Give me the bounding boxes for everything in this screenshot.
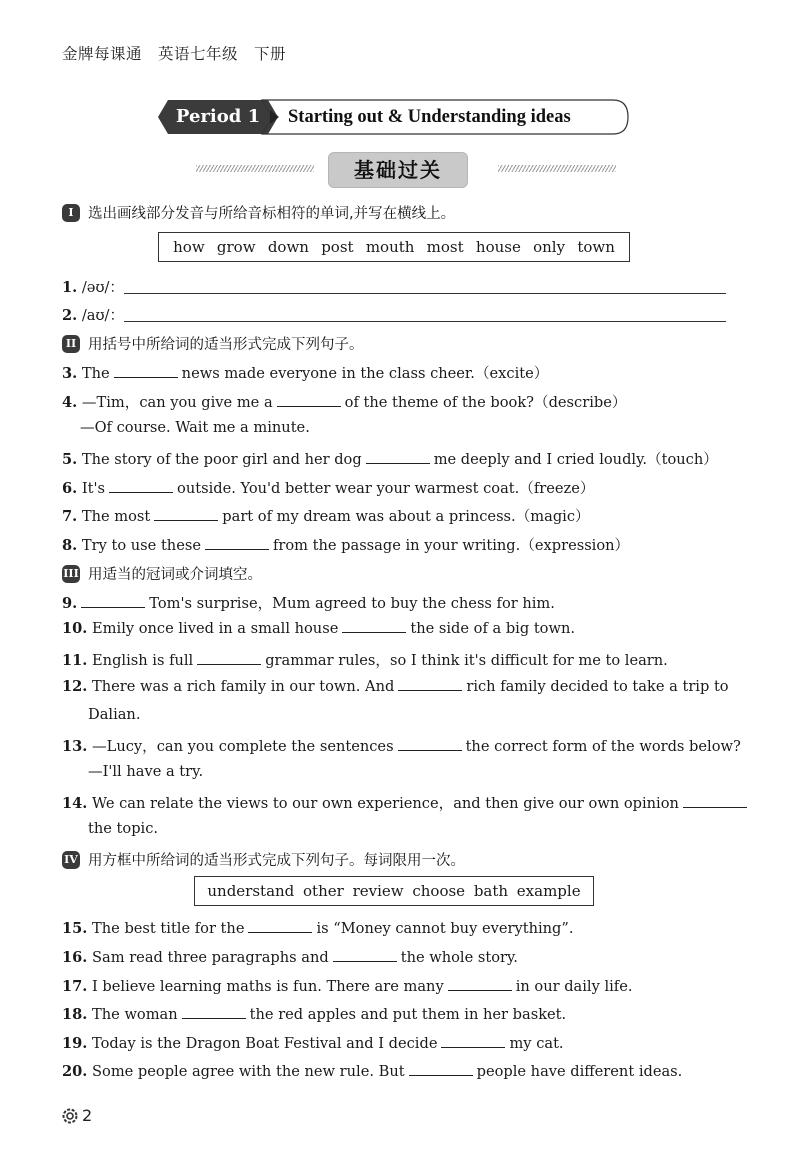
question-text: We can relate the views to our own experience，and then give our own opinion (92, 795, 679, 812)
question-number: 6. (62, 480, 78, 497)
question-text: news made everyone in the class cheer.（excite） (181, 365, 549, 382)
word-how: how (173, 238, 205, 256)
hatch-decoration-left (196, 165, 314, 172)
question-14-continued: the topic. (88, 820, 159, 837)
question-text: me deeply and I cried loudly.（touch） (433, 451, 718, 468)
question-11 (62, 649, 668, 670)
part4-word-box (194, 876, 594, 906)
answer-blank[interactable] (366, 451, 430, 464)
section-title: 基础过关 (328, 152, 468, 188)
question-text: the side of a big town. (410, 620, 575, 637)
period-label: Period 1 (175, 106, 261, 127)
page-number (62, 1106, 92, 1125)
question-number: 14. (62, 795, 88, 812)
word-town: town (577, 238, 615, 256)
word-example: example (516, 882, 581, 900)
word-most: most (426, 238, 464, 256)
question-12-continued: Dalian. (88, 706, 141, 723)
question-number: 8. (62, 537, 78, 554)
question-text: Sam read three paragraphs and (92, 949, 329, 966)
part4-header (62, 849, 465, 870)
question-10 (62, 620, 575, 637)
question-text: my cat. (509, 1035, 564, 1052)
word-review: review (352, 882, 404, 900)
answer-blank[interactable] (81, 595, 145, 608)
book-header-title: 金牌每课通 英语七年级 下册 (62, 45, 287, 63)
question-20 (62, 1063, 682, 1080)
answer-blank[interactable] (277, 394, 341, 407)
question-text: part of my dream was about a princess.（magic） (222, 508, 590, 525)
question-text: Some people agree with the new rule. But (92, 1063, 405, 1080)
question-number: 19. (62, 1035, 88, 1052)
question-18 (62, 1006, 566, 1023)
part1-number-badge: I (62, 204, 80, 222)
question-text: —Lucy，can you complete the sentences (92, 738, 394, 755)
answer-blank[interactable] (683, 795, 747, 808)
question-text: Emily once lived in a small house (92, 620, 339, 637)
question-number: 15. (62, 920, 88, 937)
question-5 (62, 448, 718, 469)
question-2 (62, 304, 124, 325)
answer-blank[interactable] (114, 365, 178, 378)
answer-blank[interactable] (333, 949, 397, 962)
answer-blank[interactable] (342, 620, 406, 633)
word-other: other (303, 882, 344, 900)
answer-line-1[interactable] (124, 293, 726, 294)
word-down: down (267, 238, 309, 256)
part2-number-badge: II (62, 335, 80, 353)
question-number: 18. (62, 1006, 88, 1023)
section-banner (196, 150, 616, 188)
answer-blank[interactable] (448, 978, 512, 991)
question-number: 10. (62, 620, 88, 637)
question-text: English is full (92, 652, 194, 669)
question-text: I believe learning maths is fun. There are many (92, 978, 444, 995)
question-number: 16. (62, 949, 88, 966)
word-bath: bath (473, 882, 509, 900)
question-17 (62, 978, 632, 995)
question-text: The most (81, 508, 151, 525)
question-text: rich family decided to take a trip to (466, 678, 729, 695)
question-text: the correct form of the words below? (465, 738, 741, 755)
question-text: Tom's surprise，Mum agreed to buy the chess for him. (149, 595, 555, 612)
question-text: of the theme of the book?（describe） (344, 394, 627, 411)
word-post: post (321, 238, 354, 256)
question-text: The story of the poor girl and her dog (81, 451, 362, 468)
answer-blank[interactable] (109, 480, 173, 493)
answer-blank[interactable] (154, 508, 218, 521)
word-grow: grow (216, 238, 256, 256)
question-4 (62, 391, 626, 412)
question-12 (62, 678, 729, 695)
question-text: the red apples and put them in her basket. (249, 1006, 567, 1023)
question-text: —Tim，can you give me a (81, 394, 273, 411)
part4-instruction: 用方框中所给词的适当形式完成下列句子。每词限用一次。 (88, 853, 465, 869)
answer-blank[interactable] (409, 1063, 473, 1076)
part2-header (62, 333, 364, 354)
question-text: Today is the Dragon Boat Festival and I decide (92, 1035, 438, 1052)
question-4-reply: —Of course. Wait me a minute. (80, 419, 310, 436)
question-number: 5. (62, 451, 78, 468)
part3-header (62, 563, 262, 584)
question-3 (62, 362, 548, 383)
question-text: The best title for the (92, 920, 245, 937)
question-19 (62, 1035, 564, 1052)
question-text: The woman (92, 1006, 178, 1023)
word-house: house (475, 238, 521, 256)
answer-blank[interactable] (248, 920, 312, 933)
question-2-number: 2. (62, 307, 78, 324)
question-13-reply: —I'll have a try. (88, 763, 204, 780)
answer-blank[interactable] (205, 537, 269, 550)
question-number: 7. (62, 508, 78, 525)
question-text: There was a rich family in our town. And (92, 678, 395, 695)
word-only: only (533, 238, 566, 256)
question-number: 3. (62, 365, 78, 382)
word-mouth: mouth (365, 238, 415, 256)
question-number: 17. (62, 978, 88, 995)
question-text: It's (81, 480, 106, 497)
question-2-phonetic: /aʊ/： (81, 307, 125, 324)
answer-blank[interactable] (182, 1006, 246, 1019)
question-text: in our daily life. (515, 978, 633, 995)
question-text: is “Money cannot buy everything”. (316, 920, 574, 937)
answer-blank[interactable] (197, 652, 261, 665)
question-7 (62, 505, 590, 526)
word-understand: understand (207, 882, 295, 900)
part1-word-box (158, 232, 630, 262)
question-number: 11. (62, 652, 88, 669)
question-number: 20. (62, 1063, 88, 1080)
answer-blank[interactable] (398, 678, 462, 691)
answer-blank[interactable] (441, 1035, 505, 1048)
question-number: 13. (62, 738, 88, 755)
question-1 (62, 276, 124, 297)
part4-number-badge: IV (62, 851, 80, 869)
part1-instruction: 选出画线部分发音与所给音标相符的单词,并写在横线上。 (88, 206, 456, 222)
page-number-text: 2 (82, 1106, 93, 1125)
question-14 (62, 792, 751, 813)
question-text: outside. You'd better wear your warmest coat.（freeze） (177, 480, 595, 497)
part3-number-badge: III (62, 565, 80, 583)
question-15 (62, 920, 573, 937)
question-1-number: 1. (62, 279, 78, 296)
question-6 (62, 477, 594, 498)
question-text: people have different ideas. (476, 1063, 683, 1080)
question-text: The (81, 365, 110, 382)
question-text: grammar rules，so I think it's difficult for me to learn. (265, 652, 668, 669)
question-9 (62, 592, 555, 613)
question-number: 12. (62, 678, 88, 695)
period-subtitle: Starting out & Understanding ideas (288, 107, 571, 127)
question-8 (62, 534, 629, 555)
question-number: 9. (62, 595, 78, 612)
part3-instruction: 用适当的冠词或介词填空。 (88, 567, 262, 583)
question-16 (62, 949, 518, 966)
period-banner (158, 98, 630, 136)
question-13 (62, 735, 741, 756)
part2-instruction: 用括号中所给词的适当形式完成下列句子。 (88, 337, 364, 353)
question-1-phonetic: /əʊ/： (81, 279, 125, 296)
answer-blank[interactable] (398, 738, 462, 751)
part1-header (62, 202, 455, 223)
hatch-decoration-right (498, 165, 616, 172)
question-text: Try to use these (81, 537, 201, 554)
gear-icon (62, 1108, 78, 1124)
question-number: 4. (62, 394, 78, 411)
question-text: the whole story. (400, 949, 518, 966)
answer-line-2[interactable] (124, 321, 726, 322)
question-text: from the passage in your writing.（expression） (272, 537, 630, 554)
word-choose: choose (412, 882, 466, 900)
